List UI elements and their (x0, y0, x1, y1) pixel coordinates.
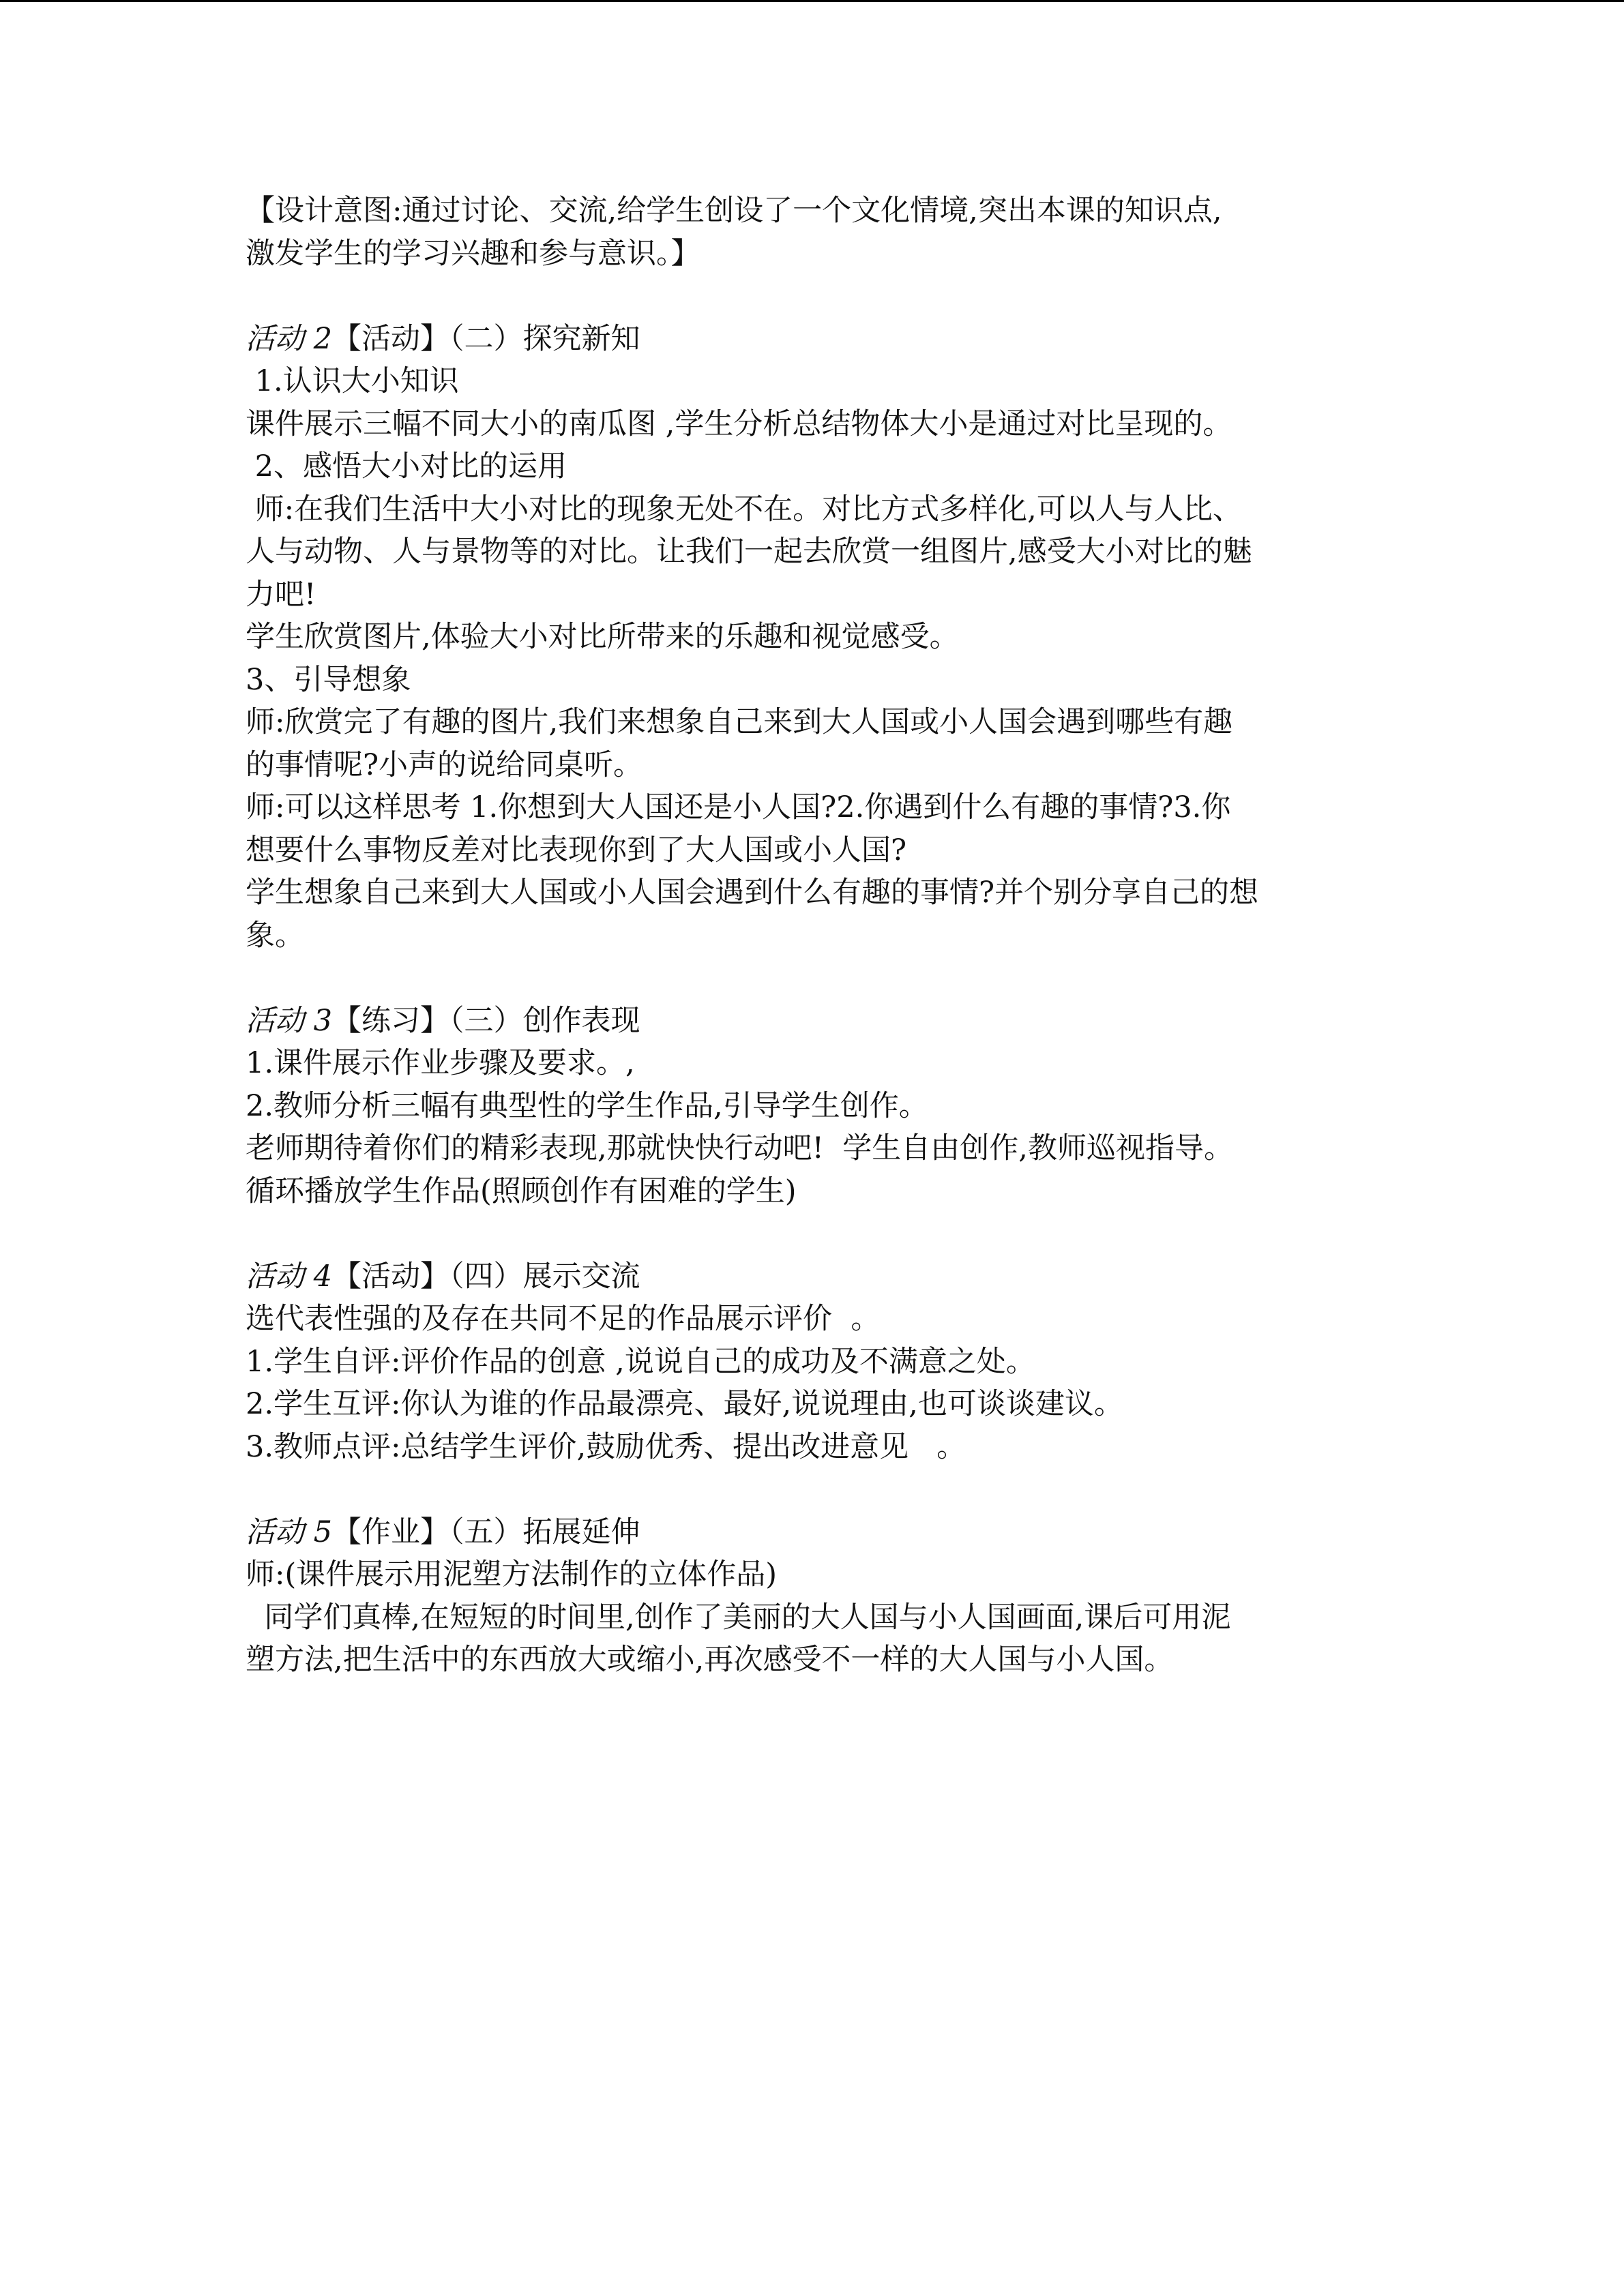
activity-2-line: 课件展示三幅不同大小的南瓜图 ,学生分析总结物体大小是通过对比呈现的。 (246, 406, 1232, 441)
activity-2-heading (246, 318, 1378, 361)
activity-2-label: 活动 2 (246, 321, 333, 356)
spacer (246, 1212, 1378, 1255)
activity-4-label: 活动 4 (246, 1259, 333, 1294)
design-intent-line-1: 【设计意图:通过讨论、交流,给学生创设了一个文化情境,突出本课的知识点, (246, 194, 1222, 228)
activity-2-title: 【活动】（二）探究新知 (332, 321, 640, 356)
activity-2-line: 师:可以这样思考 1.你想到大人国还是小人国?2.你遇到什么有趣的事情?3.你 (246, 790, 1231, 824)
activity-3-line: 老师期待着你们的精彩表现,那就快快行动吧! 学生自由创作,教师巡视指导。 (246, 1131, 1233, 1165)
activity-5-heading (246, 1511, 1378, 1554)
design-intent-line-2: 激发学生的学习兴趣和参与意识。】 (246, 236, 700, 271)
activity-2-line: 师:欣赏完了有趣的图片,我们来想象自己来到大人国或小人国会遇到哪些有趣 (246, 705, 1233, 739)
activity-3-line: 2.教师分析三幅有典型性的学生作品,引导学生创作。 (246, 1088, 928, 1123)
activity-3-line: 循环播放学生作品(照顾创作有困难的学生) (246, 1174, 797, 1208)
activity-2-line: 3、引导想象 (246, 662, 411, 697)
activity-2-line: 2、感悟大小对比的运用 (246, 449, 567, 483)
activity-4-title: 【活动】（四）展示交流 (332, 1259, 640, 1294)
activity-4-line: 3.教师点评:总结学生评价,鼓励优秀、提出改进意见 。 (246, 1429, 966, 1464)
activity-2-line: 学生想象自己来到大人国或小人国会遇到什么有趣的事情?并个别分享自己的想 (246, 876, 1259, 910)
document-body (246, 190, 1378, 1682)
activity-4-heading (246, 1255, 1378, 1298)
activity-2-line: 象。 (246, 918, 304, 953)
activity-2-line: 的事情呢?小声的说给同桌听。 (246, 747, 643, 782)
activity-2-line: 想要什么事物反差对比表现你到了大人国或小人国? (246, 833, 907, 867)
activity-4-line: 选代表性强的及存在共同不足的作品展示评价 。 (246, 1302, 881, 1336)
activity-2-line: 师:在我们生活中大小对比的现象无处不在。对比方式多样化,可以人与人比、 (246, 492, 1242, 526)
activity-2-line: 1.认识大小知识 (246, 364, 459, 398)
activity-2-line: 力吧! (246, 577, 316, 612)
spacer (246, 957, 1378, 1000)
activity-5-label: 活动 5 (246, 1515, 333, 1549)
activity-5-title: 【作业】（五）拓展延伸 (332, 1515, 640, 1549)
activity-4-line: 2.学生互评:你认为谁的作品最漂亮、最好,说说理由,也可谈谈建议。 (246, 1387, 1123, 1421)
activity-5-line: 同学们真棒,在短短的时间里,创作了美丽的大人国与小人国画面,课后可用泥 (246, 1600, 1231, 1635)
spacer (246, 275, 1378, 318)
activity-2-line: 学生欣赏图片,体验大小对比所带来的乐趣和视觉感受。 (246, 620, 959, 654)
activity-5-line: 师:(课件展示用泥塑方法制作的立体作品) (246, 1557, 778, 1592)
page-top-border (0, 0, 1624, 2)
activity-5-line: 塑方法,把生活中的东西放大或缩小,再次感受不一样的大人国与小人国。 (246, 1643, 1174, 1677)
activity-3-title: 【练习】（三）创作表现 (332, 1003, 640, 1038)
activity-3-label: 活动 3 (246, 1003, 333, 1038)
activity-3-line: 1.课件展示作业步骤及要求。, (246, 1046, 635, 1080)
spacer (246, 1468, 1378, 1511)
activity-4-line: 1.学生自评:评价作品的创意 ,说说自己的成功及不满意之处。 (246, 1344, 1035, 1379)
activity-2-line: 人与动物、人与景物等的对比。让我们一起去欣赏一组图片,感受大小对比的魅 (246, 535, 1252, 569)
activity-3-heading (246, 1000, 1378, 1043)
